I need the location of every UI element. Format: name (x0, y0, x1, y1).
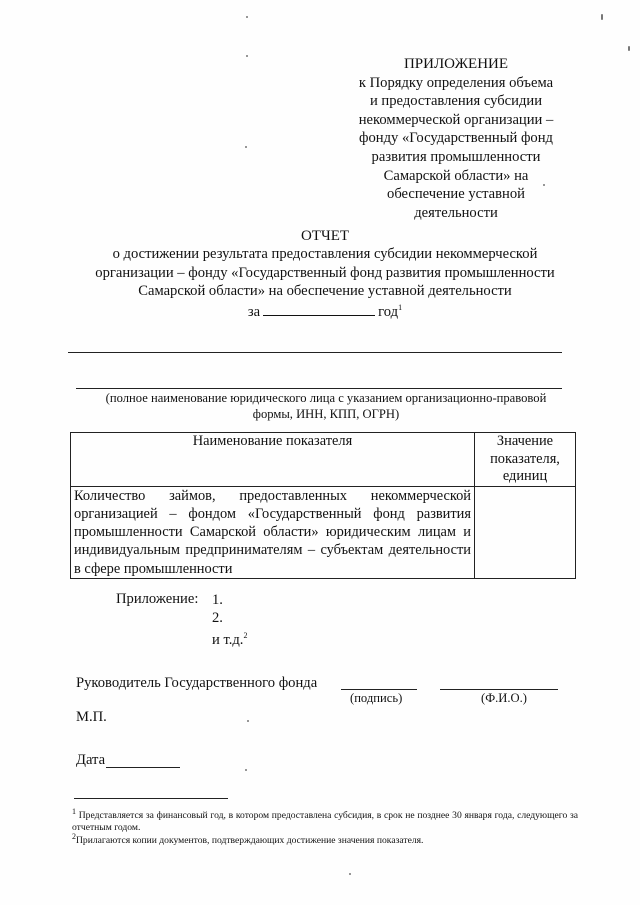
year-blank-field[interactable] (263, 301, 375, 316)
report-year-line (60, 301, 590, 321)
scan-speck (245, 769, 247, 771)
appendix-line: развития промышленности (371, 148, 541, 165)
attachments-list (212, 591, 247, 649)
appendix-line: фонду «Государственный фонд (359, 130, 553, 147)
appendix-line: некоммерческой организации – (358, 111, 554, 128)
footnote-separator (74, 798, 228, 799)
scan-speck (601, 14, 603, 20)
appendix-line: Самарской области» на (383, 167, 529, 184)
column-header-value-line: единиц (502, 468, 548, 484)
footnote-ref-2: 2 (243, 631, 248, 640)
attachments-label: Приложение: (116, 591, 199, 607)
name-line[interactable] (440, 689, 558, 690)
table-header-row (71, 433, 576, 487)
name-caption: (Ф.И.О.) (481, 691, 527, 705)
column-header-value-line: Значение (496, 433, 554, 449)
date-line[interactable] (106, 767, 180, 768)
stamp-place: М.П. (76, 709, 107, 725)
appendix-line: к Порядку определения объема (358, 74, 554, 91)
column-header-name: Наименование показателя (71, 433, 475, 487)
footnote-mark: 2 (72, 832, 76, 841)
attachment-item: 2. (212, 610, 223, 626)
scan-speck (245, 146, 247, 148)
footnote-text: Прилагаются копии документов, подтверждающих достижение значения показателя. (76, 835, 424, 847)
org-name-line-2[interactable] (76, 388, 562, 389)
attachment-etc-text: и т.д. (212, 631, 244, 648)
footnote-1 (72, 806, 578, 834)
signature-label: Руководитель Государственного фонда (76, 675, 318, 691)
footnote-mark: 1 (72, 807, 76, 816)
signature-caption: (подпись) (350, 691, 403, 705)
org-name-caption (78, 390, 574, 422)
indicator-table (70, 432, 576, 579)
indicator-value-cell[interactable] (475, 486, 576, 578)
column-header-value (475, 433, 576, 487)
report-subtitle-line: организации – фонду «Государственный фонд развития промышленности (95, 264, 555, 281)
scan-speck (247, 720, 249, 722)
footnote-text: Представляется за финансовый год, в котором предоставлена субсидия, в срок не позднее 30 января года, следующего за отчетным годом. (72, 810, 579, 834)
scan-speck (246, 55, 248, 57)
attachment-item-etc (212, 627, 247, 649)
appendix-line: обеспечение уставной (387, 186, 525, 203)
footnote-2 (72, 831, 578, 847)
scan-speck (349, 873, 351, 875)
signature-line[interactable] (341, 689, 417, 690)
appendix-header (340, 55, 572, 222)
org-caption-line: формы, ИНН, КПП, ОГРН) (252, 407, 400, 421)
indicator-name-cell: Количество займов, предоставленных некоммерческой организацией – фондом «Государственный фонд развития промышленности Самарской области» юридическим лицам и индивидуальным предпринимателям – субъектам деятельности в сфере промышленности (71, 486, 475, 578)
column-header-value-line: показателя, (490, 450, 560, 467)
scan-speck (628, 46, 630, 51)
table-row (71, 486, 576, 578)
report-title: ОТЧЕТ (300, 228, 350, 244)
footnote-ref-1: 1 (398, 303, 403, 313)
report-subtitle (68, 245, 582, 301)
date-label: Дата (76, 752, 106, 768)
appendix-heading: ПРИЛОЖЕНИЕ (403, 56, 509, 72)
org-name-line-1[interactable] (68, 352, 562, 353)
attachment-item: 1. (212, 592, 223, 608)
year-suffix: год (378, 304, 399, 320)
org-caption-line: (полное наименование юридического лица с указанием организационно-правовой (105, 391, 547, 405)
year-prefix: за (247, 304, 261, 320)
appendix-line: и предоставления субсидии (369, 93, 543, 110)
appendix-line: деятельности (414, 204, 498, 221)
report-subtitle-line: о достижении результата предоставления субсидии некоммерческой (112, 246, 538, 262)
scan-speck (246, 16, 248, 18)
report-subtitle-line: Самарской области» на обеспечение уставной деятельности (138, 283, 512, 300)
